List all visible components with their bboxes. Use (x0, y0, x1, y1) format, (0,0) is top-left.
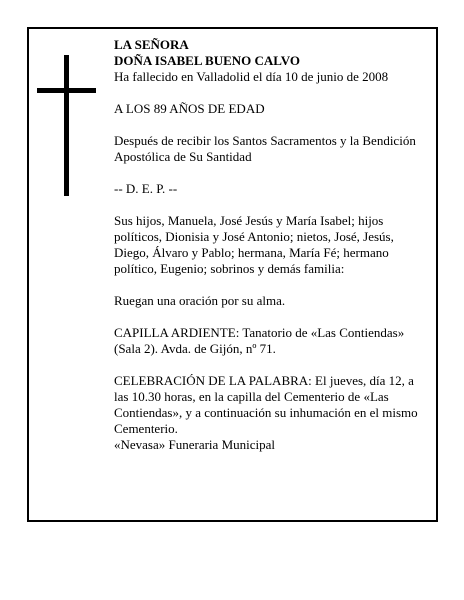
celebration-block (114, 373, 426, 453)
family-paragraph: Sus hijos, Manuela, José Jesús y María Isabel; hijos políticos, Dionisia y José Antonio; nietos, José, Jesús, Diego, Álvaro y Pablo; hermana, María Fé; hermano político, Eugenio; sobrinos y demás familia: (114, 213, 394, 276)
cross-icon-vertical-bar (64, 55, 69, 196)
celebration-info: CELEBRACIÓN DE LA PALABRA: El jueves, día 12, a las 10.30 horas, en la capilla del Cementerio de «Las Contiendas», y a continuación su inhumación en el mismo Cementerio. (114, 373, 418, 436)
prayer-request: Ruegan una oración por su alma. (114, 293, 286, 308)
chapel-info: CAPILLA ARDIENTE: Tanatorio de «Las Contiendas» (Sala 2). Avda. de Gijón, nº 71. (114, 325, 405, 356)
death-statement: Ha fallecido en Valladolid el día 10 de junio de 2008 (114, 69, 389, 84)
sacraments-paragraph: Después de recibir los Santos Sacramentos y la Bendición Apostólica de Su Santidad (114, 133, 416, 164)
header-block (114, 37, 426, 85)
rip-line: -- D. E. P. -- (114, 181, 178, 196)
deceased-name: DOÑA ISABEL BUENO CALVO (114, 53, 301, 68)
age-line: A LOS 89 AÑOS DE EDAD (114, 101, 265, 116)
cross-icon-horizontal-bar (37, 88, 96, 93)
obituary-text (114, 37, 426, 453)
heading-title: LA SEÑORA (114, 37, 189, 52)
funeral-home: «Nevasa» Funeraria Municipal (114, 437, 276, 452)
